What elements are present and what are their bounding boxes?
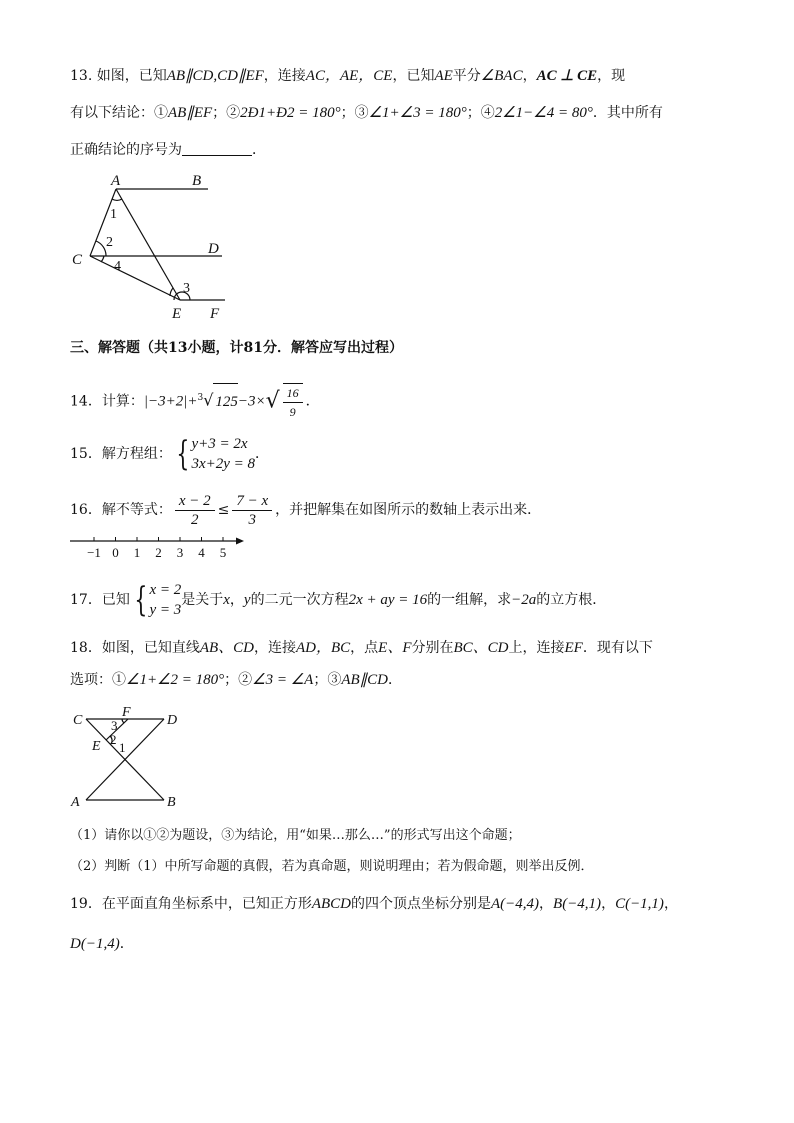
q17-text: 的二元一次方程 bbox=[250, 592, 349, 608]
q14-fraction bbox=[283, 383, 303, 421]
q13-text: ． bbox=[252, 142, 266, 158]
number-line bbox=[68, 534, 258, 562]
q14-end: ． bbox=[305, 393, 320, 410]
number-line-tick-label: 1 bbox=[133, 545, 141, 560]
q13-expr: 2∠1−∠4 = 80° bbox=[494, 105, 593, 121]
q18-line1 bbox=[70, 638, 653, 658]
q17-system bbox=[149, 580, 181, 620]
q18-figure bbox=[64, 704, 194, 812]
label-D: D bbox=[167, 713, 178, 728]
q19-expr: ABCD bbox=[311, 896, 351, 912]
number-line-tick-label: 4 bbox=[198, 545, 205, 560]
q19-text: 19．在平面直角坐标系中，已知正方形 bbox=[70, 896, 312, 912]
q18-expr: BC、CD bbox=[453, 640, 509, 656]
q17-var: x bbox=[223, 592, 230, 608]
brace-icon: { bbox=[176, 434, 190, 474]
angle-label-1: 1 bbox=[110, 207, 117, 222]
q18-line2 bbox=[70, 670, 402, 690]
q18-text: 分别在 bbox=[411, 640, 454, 656]
q18-text: ；③ bbox=[313, 672, 342, 688]
q19-point: C(−1,1) bbox=[615, 896, 664, 912]
q13-expr: 2Ð1+Ð2 = 180° bbox=[240, 105, 341, 121]
q13-expr: ∠1+∠3 = 180° bbox=[368, 105, 467, 121]
q13-expr: AE bbox=[434, 68, 453, 84]
angle-4-arc bbox=[101, 256, 104, 262]
brace-icon: { bbox=[134, 580, 148, 620]
q17-text: 是关于 bbox=[181, 592, 224, 608]
q19-text: ． bbox=[119, 936, 134, 952]
q14-label: 14．计算： bbox=[70, 393, 144, 410]
angle-label-4: 4 bbox=[114, 259, 121, 274]
label-F: F bbox=[122, 705, 131, 720]
number-line-tick-label: 5 bbox=[219, 545, 227, 560]
q14-root-index: 3 bbox=[197, 393, 204, 403]
line-CE bbox=[90, 256, 180, 300]
q17-var: y bbox=[243, 592, 251, 608]
q18-expr: AB、CD bbox=[199, 640, 254, 656]
q18-text: ．现有以下 bbox=[582, 640, 653, 656]
arrow-right-icon bbox=[236, 538, 244, 545]
q15-system bbox=[191, 434, 255, 474]
q18-text: 上，连接 bbox=[508, 640, 565, 656]
q16-num-left: x − 2 bbox=[175, 492, 215, 511]
label-A: A bbox=[71, 795, 80, 810]
q19-text: ， bbox=[663, 896, 678, 912]
q19-line1 bbox=[70, 892, 678, 916]
q16-frac-left bbox=[175, 492, 215, 529]
label-F: F bbox=[210, 306, 220, 322]
q14: 14．计算：|−3+2|+$^3$√ 125−3×√ $\frac{16}{9}$ ． bbox=[70, 380, 320, 416]
q17-label: 17．已知 bbox=[70, 592, 130, 608]
answer-blank[interactable] bbox=[182, 141, 252, 156]
q13-text: ， bbox=[522, 68, 537, 84]
q18-expr: ∠1+∠2 = 180° bbox=[126, 672, 225, 688]
q18-expr: E、F bbox=[378, 640, 412, 656]
q14-expr: −3× bbox=[237, 393, 266, 410]
angle-label-3: 3 bbox=[183, 281, 190, 296]
q13-line1 bbox=[70, 66, 625, 86]
q18-text: ；② bbox=[224, 672, 253, 688]
q13-line3 bbox=[70, 140, 266, 160]
q13-expr: ∠BAC bbox=[480, 68, 523, 84]
q13-figure bbox=[60, 168, 240, 328]
q16-num-right: 7 − x bbox=[232, 492, 272, 511]
number-line-tick-label: 3 bbox=[176, 545, 184, 560]
section-heading: 三、解答题（共13小题，计81分．解答应写出过程） bbox=[70, 340, 403, 356]
number-line-tick-label: 0 bbox=[112, 545, 119, 560]
q15 bbox=[70, 432, 269, 476]
q18-expr: ∠3 = ∠A bbox=[252, 672, 314, 688]
q14-den: 9 bbox=[289, 404, 296, 419]
angle-label-2: 2 bbox=[110, 732, 117, 747]
number-line-tick-label: −1 bbox=[87, 545, 101, 560]
label-D: D bbox=[208, 241, 219, 257]
q16-den-right: 3 bbox=[248, 511, 256, 528]
label-C: C bbox=[72, 252, 83, 268]
q19-point: A(−4,4) bbox=[491, 896, 540, 912]
angle-2-arc bbox=[96, 241, 106, 256]
q18-sub2: （2）判断（1）中所写命题的真假，若为真命题，则说明理由；若为假命题，则举出反例． bbox=[70, 859, 594, 874]
q18-text: ，点 bbox=[350, 640, 379, 656]
q17 bbox=[70, 578, 606, 622]
line-AE bbox=[116, 189, 180, 300]
q19-text: 的四个顶点坐标分别是 bbox=[351, 896, 491, 912]
q14-num: 16 bbox=[283, 384, 303, 403]
q14-expr: |−3+2|+ bbox=[143, 393, 198, 410]
label-E: E bbox=[172, 306, 182, 322]
q18-text: 18．如图，已知直线 bbox=[70, 640, 200, 656]
q16-label: 16．解不等式： bbox=[70, 502, 172, 518]
q16 bbox=[70, 488, 541, 532]
q13-text: 有以下结论：① bbox=[70, 105, 168, 121]
q18-text: ，连接 bbox=[254, 640, 296, 656]
q13-text: 平分 bbox=[452, 68, 481, 84]
q17-expr: −2a bbox=[511, 592, 537, 608]
q13-line2 bbox=[70, 103, 663, 123]
q13-expr: AC ⊥ CE bbox=[536, 68, 598, 84]
q15-eq1: y+3 = 2x bbox=[191, 436, 248, 452]
q13-text: 13. 如图，已知 bbox=[70, 68, 167, 84]
q13-text: ；② bbox=[212, 105, 241, 121]
q15-end: ． bbox=[255, 446, 270, 462]
q15-label: 15．解方程组： bbox=[70, 446, 172, 462]
q18-expr: EF bbox=[564, 640, 583, 656]
q18-text: 选项：① bbox=[70, 672, 126, 688]
label-E: E bbox=[92, 739, 101, 754]
q13-text: ；③ bbox=[340, 105, 369, 121]
angle-label-2: 2 bbox=[106, 235, 113, 250]
q18-expr: AB∥CD bbox=[341, 672, 388, 688]
q14-root-value: 125 bbox=[213, 383, 238, 420]
q19-point: D(−1,4) bbox=[70, 936, 120, 952]
number-line-tick-label: 2 bbox=[155, 545, 162, 560]
q13-text: ；④ bbox=[466, 105, 495, 121]
q17-eq2: y = 3 bbox=[149, 602, 182, 618]
q13-text: ，连接 bbox=[263, 68, 306, 84]
label-A: A bbox=[111, 173, 121, 189]
q13-text: ，已知 bbox=[392, 68, 435, 84]
q19-text: ， bbox=[601, 896, 616, 912]
q13-expr: AC，AE，CE bbox=[305, 68, 393, 84]
label-B: B bbox=[167, 795, 176, 810]
q19-point: B(−4,1) bbox=[553, 896, 602, 912]
q16-text: ，并把解集在如图所示的数轴上表示出来． bbox=[275, 502, 542, 518]
label-B: B bbox=[192, 173, 202, 189]
angle-3-arc bbox=[170, 288, 173, 296]
q13-text: ，现 bbox=[597, 68, 626, 84]
q17-eq1: x = 2 bbox=[149, 582, 182, 598]
q13-expr: AB∥CD,CD∥EF bbox=[166, 68, 264, 84]
q18-sub1: （1）请你以①②为题设，③为结论，用“如果…那么…”的形式写出这个命题； bbox=[70, 828, 521, 843]
angle-label-1: 1 bbox=[119, 740, 126, 755]
angle-label-3: 3 bbox=[111, 718, 118, 733]
q17-text: ， bbox=[229, 592, 244, 608]
q13-expr: AB∥EF bbox=[168, 105, 213, 121]
label-C: C bbox=[73, 713, 83, 728]
angle-1-arc bbox=[112, 199, 122, 200]
q19-line2 bbox=[70, 932, 134, 956]
q13-text: 正确结论的序号为 bbox=[70, 142, 182, 158]
q13-text: ．其中所有 bbox=[592, 105, 663, 121]
q18-expr: AD，BC bbox=[296, 640, 351, 656]
q15-eq2: 3x+2y = 8 bbox=[191, 456, 256, 472]
q16-den-left: 2 bbox=[190, 511, 199, 528]
q17-text: 的立方根． bbox=[536, 592, 607, 608]
q16-operator: ≤ bbox=[217, 502, 230, 518]
q17-expr: 2x + ay = 16 bbox=[348, 592, 428, 608]
q16-frac-right bbox=[232, 492, 272, 529]
q19-text: ， bbox=[539, 896, 554, 912]
q17-text: 的一组解，求 bbox=[427, 592, 512, 608]
q18-text: ． bbox=[388, 672, 402, 688]
